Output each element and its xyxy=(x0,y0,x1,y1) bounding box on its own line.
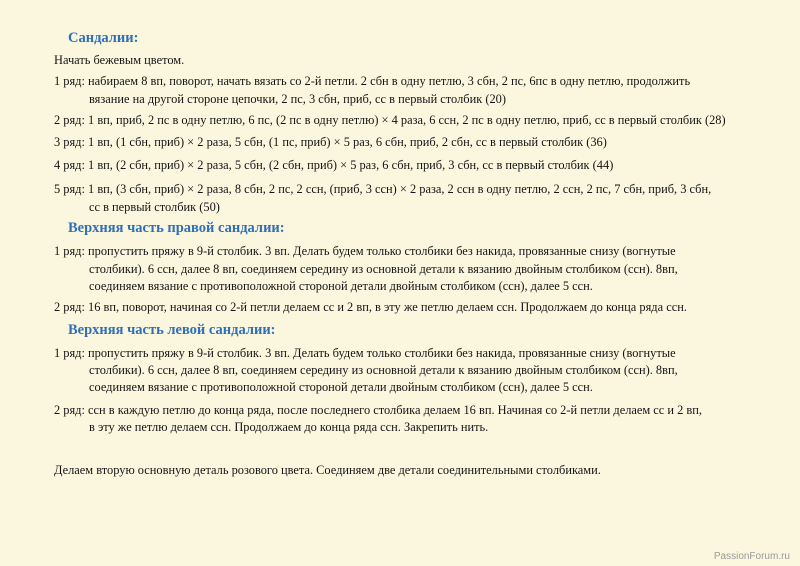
sole-row-5-line-1: 5 ряд: 1 вп, (3 сбн, приб) × 2 раза, 8 сбн, 2 пс, 2 ссн, (приб, 3 ссн) × 2 раза, 2 ссн в одну петлю, 2 ссн, 2 пс, 7 сбн, приб, 3 сбн, xyxy=(54,182,712,196)
left-row-1-line-1: 1 ряд: пропустить пряжу в 9-й столбик. 3 вп. Делать будем только столбики без накида, провязанные снизу (вогнутые xyxy=(54,346,676,360)
intro-text: Начать бежевым цветом. xyxy=(54,53,185,67)
right-row-1-line-1: 1 ряд: пропустить пряжу в 9-й столбик. 3 вп. Делать будем только столбики без накида, провязанные снизу (вогнутые xyxy=(54,244,676,258)
left-row-1-line-2: столбики). 6 ссн, далее 8 вп, соединяем середину из основной детали к вязанию двойным столбиком (ссн). 8вп, xyxy=(89,363,678,377)
right-row-1-line-2: столбики). 6 ссн, далее 8 вп, соединяем середину из основной детали к вязанию двойным столбиком (ссн). 8вп, xyxy=(89,262,678,276)
sole-row-1-line-2: вязание на другой стороне цепочки, 2 пс, 3 сбн, приб, сс в первый столбик (20) xyxy=(89,92,506,106)
sole-row-5-line-2: сс в первый столбик (50) xyxy=(89,200,220,214)
final-note: Делаем вторую основную деталь розового цвета. Соединяем две детали соединительными столбиками. xyxy=(54,463,601,477)
sole-row-2: 2 ряд: 1 вп, приб, 2 пс в одну петлю, 6 пс, (2 пс в одну петлю) × 4 раза, 6 ссн, 2 пс в одну петлю, приб, сс в первый столбик (28) xyxy=(54,113,726,127)
left-row-1-line-3: соединяем вязание с противоположной стороной детали двойным столбиком (ссн), далее 5 ссн. xyxy=(89,380,593,394)
section-title-right-sandal: Верхняя часть правой сандалии: xyxy=(68,220,285,236)
sole-row-4: 4 ряд: 1 вп, (2 сбн, приб) × 2 раза, 5 сбн, (2 сбн, приб) × 5 раз, 6 сбн, приб, 3 сбн, сс в первый столбик (44) xyxy=(54,158,614,172)
section-title-left-sandal: Верхняя часть левой сандалии: xyxy=(68,322,276,338)
site-watermark: PassionForum.ru xyxy=(713,551,790,562)
left-row-2-line-2: в эту же петлю делаем ссн. Продолжаем до конца ряда ссн. Закрепить нить. xyxy=(89,420,489,434)
sole-row-3: 3 ряд: 1 вп, (1 сбн, приб) × 2 раза, 5 сбн, (1 пс, приб) × 5 раз, 6 сбн, приб, 2 сбн, сс в первый столбик (36) xyxy=(54,135,607,149)
left-row-2-line-1: 2 ряд: ссн в каждую петлю до конца ряда, после последнего столбика делаем 16 вп. Начиная со 2-й петли делаем сс и 2 вп, xyxy=(54,403,703,417)
section-title-sandals: Сандалии: xyxy=(68,30,139,46)
right-row-1-line-3: соединяем вязание с противоположной стороной детали двойным столбиком (ссн), далее 5 ссн. xyxy=(89,279,593,293)
sole-row-1-line-1: 1 ряд: набираем 8 вп, поворот, начать вязать со 2-й петли. 2 сбн в одну петлю, 3 сбн, 2 пс, 6пс в одну петлю, продолжить xyxy=(54,74,691,88)
right-row-2: 2 ряд: 16 вп, поворот, начиная со 2-й петли делаем сс и 2 вп, в эту же петлю делаем ссн. Продолжаем до конца ряда ссн. xyxy=(54,300,687,314)
